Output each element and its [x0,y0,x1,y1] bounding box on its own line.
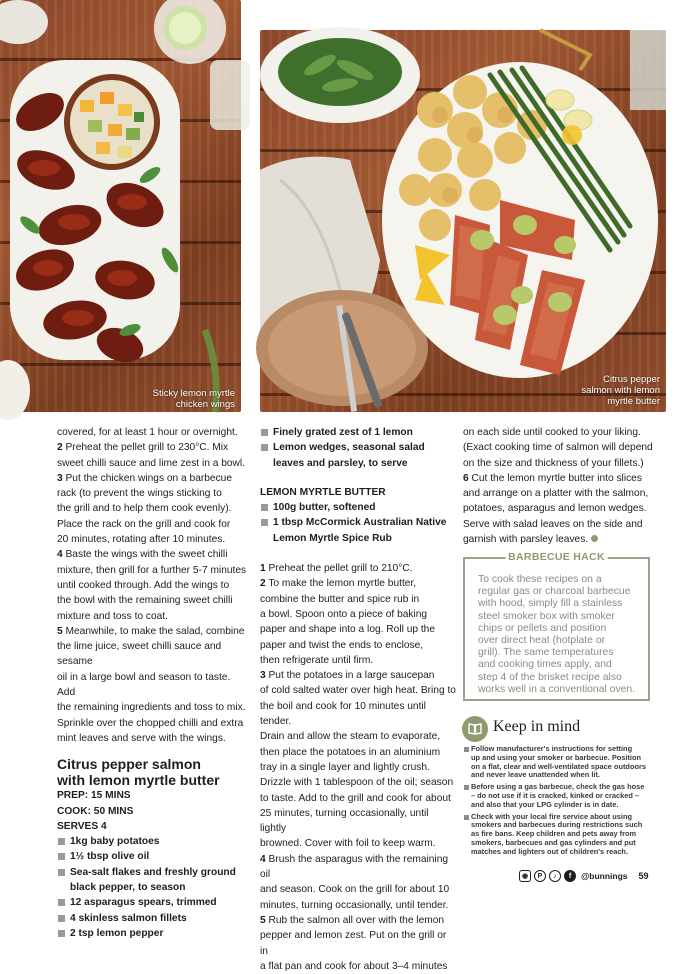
hack-line: To cook these recipes on a [478,574,602,585]
serves: SERVES 4 [57,820,107,832]
method-text: sweet chilli sauce and lime zest in a bowl. [57,457,245,469]
method-text: minutes, turning occasionally, until tender. [260,899,449,911]
hack-line: chips or pellets and position [478,622,607,634]
salmon-caption-line: salmon with lemon [581,385,660,396]
pinterest-icon[interactable]: P [534,870,546,882]
end-mark-icon [591,535,598,542]
hack-line: grill). The same temperatures [478,647,614,659]
ingredient: Finely grated zest of 1 lemon [260,425,456,440]
column-2 [260,425,456,974]
hack-line: step 4 of the brisket recipe also [478,671,622,683]
method-text: To make the lemon myrtle butter, [268,578,417,590]
cook-time: COOK: 50 MINS [57,805,134,817]
keep-in-mind-book-icon [462,716,488,742]
method-step [260,576,456,591]
method-text: (Exact cooking time of salmon will depend [463,442,653,454]
method-text: Drizzle with 1 tablespoon of the oil; season [260,777,454,789]
method-text: browned. Cover with foil to keep warm. [260,838,436,850]
brand-handle[interactable]: @bunnings [581,871,628,881]
method-text: a bowl. Spoon onto a piece of baking [260,608,428,620]
method-text: potatoes, asparagus and lemon wedges. [463,503,647,515]
hack-line: works well in a conventional oven. [478,683,636,695]
method-step [57,547,247,562]
method-text: then place the potatoes in an aluminium [260,746,441,758]
page-number: 59 [638,871,649,881]
kim-line: smokers and barbecues during restrictions such [471,820,643,830]
method-text: Cut the lemon myrtle butter into slices [471,472,642,484]
barbecue-hack-box [463,551,650,701]
keep-in-mind-list [464,745,650,860]
column-3 [463,425,653,547]
kim-line: up and using your smoker or barbecue. Position [471,752,642,762]
kim-line: matches and lighters out of children's reach. [471,846,628,856]
step-number: 3 [57,472,63,484]
hack-line: steel smoker box with smoker [478,610,615,622]
method-text: mixture, then grill for a further 5-7 minutes [57,564,247,576]
method-step [57,624,247,639]
butter-heading: LEMON MYRTLE BUTTER [260,486,386,498]
method-text: rack (to prevent the wings sticking to [57,488,222,500]
method-text: Preheat the pellet grill to 230°C. Mix [65,442,229,454]
method-text: a flat pan and cook for about 3–4 minutes [260,960,448,972]
method-text: covered, for at least 1 hour or overnight. [57,427,238,438]
barbecue-hack-text [478,574,640,696]
hack-line: and cooking times apply, and [478,659,612,671]
keep-in-mind-item [464,745,650,780]
salmon-caption-line: Citrus pepper [602,374,660,385]
recipe-title [57,756,247,788]
ingredient: 100g butter, softened [260,500,456,515]
method-text: mint leaves and serve with the wings. [57,732,226,744]
column-1 [57,425,247,941]
wings-caption-line: chicken wings [175,399,235,410]
method-text: on the size and thickness of your fillets.) [463,457,644,469]
kim-line: on a flat, clear and well-ventilated space outdoors [471,761,646,771]
method-text: the grill and to help them cook evenly). [57,503,232,515]
step-number: 2 [57,442,63,454]
kim-line: – do not use if it is cracked, kinked or cracked – [471,790,639,800]
ingredient-continued: black pepper, to season [70,882,186,894]
method-step [260,668,456,683]
method-text: the remaining ingredients and toss to mix. [57,702,246,714]
step-number: 5 [57,625,63,637]
ingredient: 1½ tbsp olive oil [57,849,247,864]
kim-line: Before using a gas barbecue, check the gas hose [471,782,645,792]
ingredient: Lemon wedges, seasonal salad [260,440,456,455]
method-text: until cooked through. Add the wings to [57,579,230,591]
method-text [463,532,653,547]
step-number: 5 [260,914,266,926]
ingredient: 2 tsp lemon pepper [57,926,247,941]
method-text: Preheat the pellet grill to 210°C. [268,563,413,575]
method-text: then refrigerate until firm. [260,654,374,666]
photo-chicken-wings [0,0,241,412]
method-text: Rub the salmon all over with the lemon [268,914,445,926]
ingredient: 1 tbsp McCormick Australian Native [260,515,456,530]
method-text: Brush the asparagus with the remaining oil [260,853,449,881]
method-text: paper and twist the ends to enclose, [260,639,424,651]
facebook-icon[interactable]: f [564,870,576,882]
kim-line: and also that your LPG cylinder is in date. [471,799,619,809]
recipe-title-line: Citrus pepper salmon [57,756,201,773]
method-text: to taste. Add to the grill and cook for about [260,792,451,804]
method-text: and arrange on a platter with the salmon, [463,488,649,500]
method-text: Put the potatoes in a large saucepan [268,670,435,682]
method-text: oil in a large bowl and season to taste. Add [57,671,231,699]
kim-line: as fire bans. Keep children and pets away from [471,829,637,839]
instagram-icon[interactable]: ◉ [519,870,531,882]
page-footer [519,869,649,883]
method-text: 25 minutes, turning occasionally, until lightly [260,807,429,835]
method-text: the boil and cook for 10 minutes until tender. [260,700,426,728]
keep-in-mind-title: Keep in mind [493,718,581,735]
method-text: of cold salted water over high heat. Bring to [260,685,456,697]
method-text: Place the rack on the grill and cook for [57,518,231,530]
keep-in-mind-item [464,813,650,857]
method-text: Drain and allow the steam to evaporate, [260,731,441,743]
kim-line: Follow manufacturer's instructions for setting [471,744,633,753]
method-text: tray in a single layer and lightly crush. [260,761,430,773]
keep-in-mind-item [464,783,650,809]
kim-line: smokers, barbecues and gas cylinders and put [471,837,636,847]
method-step [260,561,456,576]
wings-caption [153,388,235,410]
ingredient-continued: Lemon Myrtle Spice Rub [273,532,392,544]
photo-citrus-salmon [260,30,666,412]
step-number: 1 [260,563,266,575]
method-text: 20 minutes, rotating after 10 minutes. [57,534,226,546]
step-number: 3 [260,670,266,682]
salmon-caption-line: myrtle butter [607,396,660,407]
ingredient: Sea-salt flakes and freshly ground [57,865,247,880]
method-text: combine the butter and spice rub in [260,593,420,605]
ingredient: 1kg baby potatoes [57,834,247,849]
method-text: mixture and toss to coat. [57,610,168,622]
method-text: and season. Cook on the grill for about 10 [260,884,450,896]
step-number: 4 [260,853,266,865]
method-text: pepper and lemon zest. Put on the grill or in [260,930,447,957]
step-number: 2 [260,578,266,590]
kim-line: and never leave unattended when lit. [471,770,600,780]
method-step [260,852,456,883]
salmon-illustration [260,30,666,412]
ingredient-continued: leaves and parsley, to serve [273,457,408,469]
kim-line: Check with your local fire service about using [471,811,632,821]
method-text: Sprinkle over the chopped chilli and extra [57,717,244,729]
ingredient: 4 skinless salmon fillets [57,911,247,926]
method-text: Meanwhile, to make the salad, combine [65,625,245,637]
method-step [57,471,247,486]
method-step [260,913,456,928]
method-text: the lime juice, sweet chilli sauce and sesame [57,641,222,668]
method-step [57,440,247,455]
chicken-wings-illustration [0,0,241,412]
salmon-caption [581,374,660,407]
hack-line: with hood, simply fill a stainless [478,598,623,610]
step-number: 6 [463,472,469,484]
method-text: paper and shape into a log. Roll up the [260,624,436,636]
method-text: on each side until cooked to your liking. [463,427,641,438]
method-text: Serve with salad leaves on the side and [463,518,643,530]
prep-time: PREP: 15 MINS [57,790,131,802]
barbecue-hack-label: BARBECUE HACK [505,551,608,563]
method-text-end: garnish with parsley leaves. [463,534,589,546]
wings-caption-line: Sticky lemon myrtle [152,388,235,399]
step-number: 4 [57,549,63,561]
tiktok-icon[interactable]: ♪ [549,870,561,882]
method-text: Put the chicken wings on a barbecue [65,472,233,484]
ingredient: 12 asparagus spears, trimmed [57,895,247,910]
method-text: the bowl with the remaining sweet chilli [57,595,233,607]
recipe-title-line: with lemon myrtle butter [57,772,220,789]
hack-line: regular gas or charcoal barbecue [478,586,631,598]
method-text: Baste the wings with the sweet chilli [65,549,228,561]
method-step [463,471,653,486]
hack-line: over direct heat (hotplate or [478,635,606,647]
